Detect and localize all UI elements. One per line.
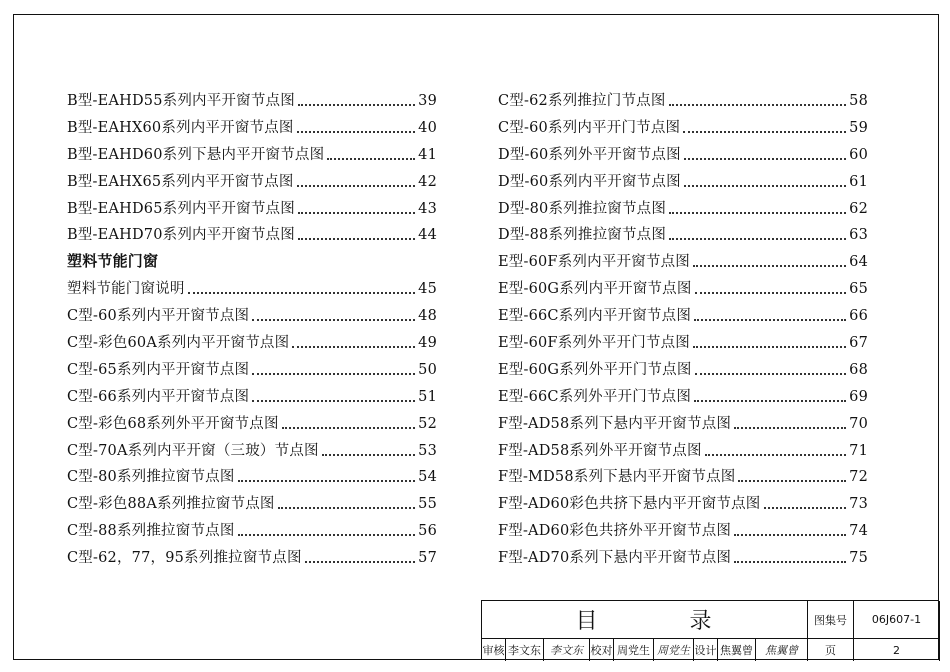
toc-entry[interactable] xyxy=(498,519,868,546)
toc-entry[interactable] xyxy=(67,277,437,304)
toc-entry-page: 56 xyxy=(418,523,437,540)
toc-entry-page: 52 xyxy=(418,415,437,432)
check-label: 校对 xyxy=(590,639,614,661)
toc-entry-title: F型-AD58系列外平开窗节点图 xyxy=(498,442,702,459)
toc-entry-title: C型-66系列内平开窗节点图 xyxy=(67,388,250,405)
dot-leader xyxy=(669,231,846,240)
toc-entry-title: C型-88系列推拉窗节点图 xyxy=(67,523,235,540)
page-value: 2 xyxy=(854,639,940,661)
toc-entry-page: 43 xyxy=(418,200,437,217)
toc-entry-title: 塑料节能门窗 xyxy=(67,252,159,271)
toc-left-column xyxy=(67,89,437,573)
review-name: 李文东 xyxy=(506,639,544,661)
toc-entry[interactable] xyxy=(67,170,437,197)
toc-entry-title: C型-彩色88A系列推拉窗节点图 xyxy=(67,496,275,513)
toc-entry[interactable] xyxy=(498,143,868,170)
toc-entry-page: 39 xyxy=(418,93,437,109)
title-block-title xyxy=(482,601,808,639)
dot-leader xyxy=(322,447,415,456)
toc-entry[interactable] xyxy=(498,492,868,519)
design-name: 焦翼曾 xyxy=(718,639,756,661)
toc-entry-page: 70 xyxy=(849,415,868,432)
dot-leader xyxy=(695,285,847,294)
toc-entry-page: 71 xyxy=(849,442,868,459)
check-name: 周党生 xyxy=(614,639,654,661)
design-signature: 焦翼曾 xyxy=(756,639,808,661)
dot-leader xyxy=(252,393,415,402)
toc-entry-page: 48 xyxy=(418,308,437,325)
dot-leader xyxy=(694,393,846,402)
toc-entry-title: E型-60G系列外平开门节点图 xyxy=(498,361,692,378)
dot-leader xyxy=(282,420,415,429)
toc-entry[interactable] xyxy=(67,465,437,492)
toc-entry-page: 65 xyxy=(849,281,868,298)
dot-leader xyxy=(298,231,415,240)
toc-entry[interactable] xyxy=(498,304,868,331)
toc-entry-page: 54 xyxy=(418,469,437,486)
toc-entry-title: C型-彩色68系列外平开窗节点图 xyxy=(67,415,279,432)
toc-entry-title: C型-65系列内平开窗节点图 xyxy=(67,361,250,378)
dot-leader xyxy=(684,178,846,187)
toc-entry-page: 63 xyxy=(849,227,868,244)
toc-entry-page: 57 xyxy=(418,550,437,567)
toc-entry-title: C型-60系列内平开门节点图 xyxy=(498,119,681,136)
toc-right-column xyxy=(498,89,868,573)
toc-entry-page: 53 xyxy=(418,442,437,459)
toc-entry-page: 45 xyxy=(418,281,437,298)
toc-entry[interactable] xyxy=(67,519,437,546)
toc-entry[interactable] xyxy=(67,89,437,116)
review-signature: 李文东 xyxy=(544,639,590,661)
toc-entry-page: 74 xyxy=(849,523,868,540)
dot-leader xyxy=(695,366,847,375)
dot-leader xyxy=(297,178,416,187)
toc-entry-title: C型-80系列推拉窗节点图 xyxy=(67,469,235,486)
toc-entry-title: B型-EAHD65系列内平开窗节点图 xyxy=(67,200,295,217)
toc-entry-title: B型-EAHD55系列内平开窗节点图 xyxy=(67,93,295,109)
toc-entry-title: D型-60系列内平开窗节点图 xyxy=(498,173,681,190)
toc-entry[interactable] xyxy=(498,465,868,492)
dot-leader xyxy=(298,97,415,106)
toc-entry-title: B型-EAHD70系列内平开窗节点图 xyxy=(67,227,295,244)
page-label: 页 xyxy=(808,639,854,661)
toc-entry-title: D型-60系列外平开窗节点图 xyxy=(498,146,681,163)
dot-leader xyxy=(764,500,847,509)
dot-leader xyxy=(738,473,846,482)
toc-entry[interactable] xyxy=(67,304,437,331)
dot-leader xyxy=(238,473,416,482)
toc-entry[interactable] xyxy=(498,277,868,304)
toc-entry-title: C型-60系列内平开窗节点图 xyxy=(67,308,250,325)
toc-entry-title: E型-60F系列内平开窗节点图 xyxy=(498,254,690,271)
title-char-lu: 录 xyxy=(689,609,714,634)
toc-entry-page: 58 xyxy=(849,93,868,109)
toc-entry-title: 塑料节能门窗说明 xyxy=(67,281,185,298)
toc-entry-page: 42 xyxy=(418,173,437,190)
check-signature: 周党生 xyxy=(654,639,694,661)
toc-entry-title: E型-66C系列外平开门节点图 xyxy=(498,388,692,405)
toc-entry-title: F型-AD60彩色共挤外平开窗节点图 xyxy=(498,523,732,540)
toc-entry[interactable] xyxy=(498,546,868,573)
toc-entry-title: F型-AD70系列下悬内平开窗节点图 xyxy=(498,550,732,567)
toc-entry[interactable] xyxy=(67,439,437,466)
review-label: 审核 xyxy=(482,639,506,661)
toc-entry-title: E型-66C系列内平开窗节点图 xyxy=(498,308,692,325)
toc-entry-page: 44 xyxy=(418,227,437,244)
toc-entry[interactable] xyxy=(67,385,437,412)
toc-entry[interactable] xyxy=(498,385,868,412)
toc-entry-title: C型-彩色60A系列内平开窗节点图 xyxy=(67,335,290,352)
toc-entry-title: B型-EAHX65系列内平开窗节点图 xyxy=(67,173,294,190)
dot-leader xyxy=(297,124,416,133)
toc-entry-title: C型-62，77，95系列推拉窗节点图 xyxy=(67,550,302,567)
toc-entry-title: F型-AD60彩色共挤下悬内平开窗节点图 xyxy=(498,496,761,513)
dot-leader xyxy=(252,312,415,321)
toc-entry[interactable] xyxy=(67,116,437,143)
toc-entry-page: 50 xyxy=(418,361,437,378)
dot-leader xyxy=(305,554,415,563)
toc-entry[interactable] xyxy=(498,170,868,197)
dot-leader xyxy=(693,339,846,348)
design-label: 设计 xyxy=(694,639,718,661)
toc-entry-page: 66 xyxy=(849,308,868,325)
atlas-value: 06J607-1 xyxy=(854,601,940,639)
toc-entry-page: 49 xyxy=(418,335,437,352)
toc-entry[interactable] xyxy=(498,197,868,224)
dot-leader xyxy=(734,554,846,563)
title-char-mu: 目 xyxy=(575,609,600,634)
toc-entry-title: F型-AD58系列下悬内平开窗节点图 xyxy=(498,415,732,432)
toc-entry[interactable] xyxy=(498,89,868,116)
toc-entry-page: 67 xyxy=(849,335,868,352)
dot-leader xyxy=(705,447,846,456)
toc-entry-title: D型-80系列推拉窗节点图 xyxy=(498,200,667,217)
dot-leader xyxy=(734,527,846,536)
toc-entry-page: 61 xyxy=(849,173,868,190)
toc-entry-title: D型-88系列推拉窗节点图 xyxy=(498,227,667,244)
toc-entry[interactable] xyxy=(498,358,868,385)
toc-entry-title: B型-EAHD60系列下悬内平开窗节点图 xyxy=(67,146,325,163)
toc-entry-title: E型-60F系列外平开门节点图 xyxy=(498,335,690,352)
dot-leader xyxy=(298,205,415,214)
toc-entry-page: 40 xyxy=(418,119,437,136)
toc-entry[interactable] xyxy=(67,223,437,250)
dot-leader xyxy=(278,500,416,509)
title-block xyxy=(481,600,939,660)
dot-leader xyxy=(252,366,415,375)
dot-leader xyxy=(188,285,416,294)
dot-leader xyxy=(734,420,846,429)
toc-entry[interactable] xyxy=(498,250,868,277)
toc-entry-page: 51 xyxy=(418,388,437,405)
atlas-label: 图集号 xyxy=(808,601,854,639)
toc-entry-title: C型-62系列推拉门节点图 xyxy=(498,93,666,109)
toc-entry-page: 62 xyxy=(849,200,868,217)
toc-entry[interactable] xyxy=(67,492,437,519)
toc-entry[interactable] xyxy=(498,439,868,466)
toc-entry[interactable] xyxy=(67,197,437,224)
toc-entry-page: 41 xyxy=(418,146,437,163)
toc-entry-page: 69 xyxy=(849,388,868,405)
toc-entry[interactable] xyxy=(67,358,437,385)
signature-row xyxy=(482,639,808,661)
toc-entry-title: F型-MD58系列下悬内平开窗节点图 xyxy=(498,469,736,486)
toc-section-heading xyxy=(67,250,437,277)
toc-entry-title: B型-EAHX60系列内平开窗节点图 xyxy=(67,119,294,136)
toc-entry-title: C型-70A系列内平开窗（三玻）节点图 xyxy=(67,442,319,459)
toc-entry[interactable] xyxy=(498,412,868,439)
toc-entry-page: 73 xyxy=(849,496,868,513)
toc-entry-page: 55 xyxy=(418,496,437,513)
toc-entry-page: 75 xyxy=(849,550,868,567)
dot-leader xyxy=(327,151,415,160)
toc-entry-page: 59 xyxy=(849,119,868,136)
dot-leader xyxy=(684,151,846,160)
dot-leader xyxy=(669,97,847,106)
toc-entry[interactable] xyxy=(67,331,437,358)
toc-entry-page: 68 xyxy=(849,361,868,378)
dot-leader xyxy=(683,124,846,133)
toc-entry[interactable] xyxy=(498,223,868,250)
toc-entry[interactable] xyxy=(498,116,868,143)
toc-entry[interactable] xyxy=(67,143,437,170)
dot-leader xyxy=(693,258,846,267)
toc-entry[interactable] xyxy=(498,331,868,358)
dot-leader xyxy=(238,527,416,536)
toc-entry-page: 60 xyxy=(849,146,868,163)
toc-entry-page: 64 xyxy=(849,254,868,271)
toc-entry[interactable] xyxy=(67,546,437,573)
dot-leader xyxy=(292,339,415,348)
toc-entry-page: 72 xyxy=(849,469,868,486)
toc-entry-title: E型-60G系列内平开窗节点图 xyxy=(498,281,692,298)
dot-leader xyxy=(694,312,846,321)
dot-leader xyxy=(669,205,846,214)
toc-entry[interactable] xyxy=(67,412,437,439)
